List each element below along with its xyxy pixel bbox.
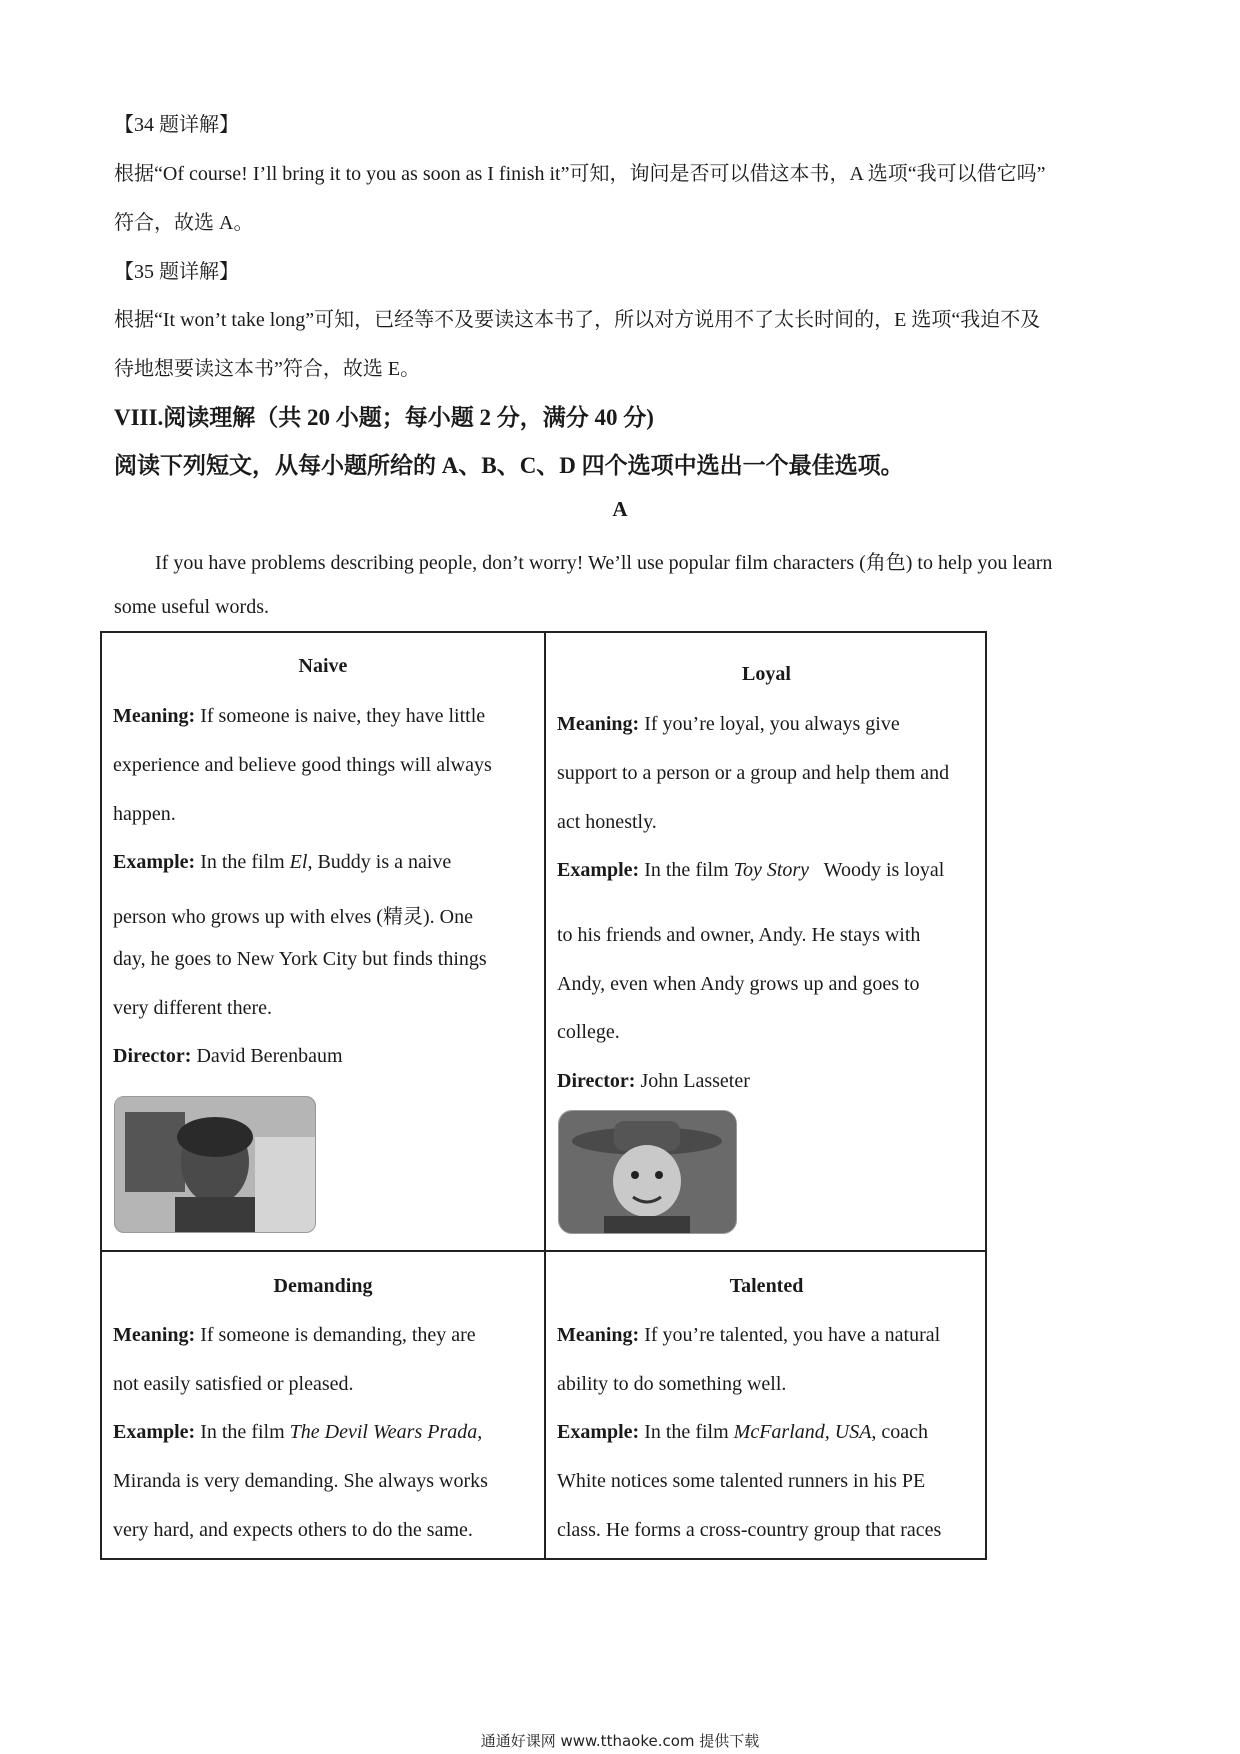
q35-explanation-line2: 待地想要读这本书”符合，故选 E。 [114, 358, 421, 380]
card-loyal-example-4: college. [557, 1021, 620, 1043]
card-talented-title: Talented [729, 1275, 804, 1297]
card-naive-title: Naive [298, 655, 348, 677]
section-title: VIII.阅读理解（共 20 小题；每小题 2 分，满分 40 分) [114, 405, 654, 430]
film-still-woody-image [559, 1111, 736, 1233]
example-label: Example: [557, 859, 640, 881]
card-demanding-meaning-2: not easily satisfied or pleased. [113, 1373, 354, 1395]
director-label: Director: [113, 1045, 192, 1067]
film-title: McFarland, USA [733, 1421, 872, 1443]
passage-letter: A [612, 497, 628, 521]
card-naive-example-4: very different there. [113, 997, 272, 1019]
example-text: In the film [639, 1421, 734, 1443]
director-name: John Lasseter [635, 1070, 750, 1092]
q34-explanation-line1: 根据“Of course! I’ll bring it to you as soon as I finish it”可知，询问是否可以借这本书，A 选项“我可以借它吗” [114, 163, 1046, 185]
film-still-el-photo [114, 1096, 316, 1233]
card-loyal-example-2: to his friends and owner, Andy. He stays with [557, 924, 921, 946]
card-demanding-example-3: very hard, and expects others to do the same. [113, 1519, 473, 1541]
card-demanding-example-1 [113, 1421, 482, 1444]
card-loyal-title: Loyal [742, 663, 791, 685]
card-demanding-example-2: Miranda is very demanding. She always works [113, 1470, 488, 1492]
example-text: In the film [195, 1421, 290, 1443]
vocabulary-table [100, 631, 987, 1560]
card-demanding-meaning-1 [113, 1324, 476, 1347]
passage-intro-line1: If you have problems describing people, don’t worry! We’ll use popular film characters (角色) to help you learn [155, 552, 1053, 574]
meaning-label: Meaning: [557, 1324, 640, 1346]
card-naive-director [113, 1045, 343, 1068]
card-naive-meaning-3: happen. [113, 803, 176, 825]
film-still-woody-photo [558, 1110, 737, 1234]
section-instruction: 阅读下列短文，从每小题所给的 A、B、C、D 四个选项中选出一个最佳选项。 [114, 453, 904, 478]
card-naive-meaning-1 [113, 705, 485, 728]
card-loyal-meaning-1 [557, 713, 900, 736]
passage-intro-line2: some useful words. [114, 596, 269, 618]
film-title: The Devil Wears Prada [289, 1421, 478, 1443]
meaning-label: Meaning: [557, 713, 640, 735]
q34-explanation-line2: 符合，故选 A。 [114, 212, 254, 234]
card-talented [546, 1252, 987, 1560]
example-text: , Buddy is a naive [307, 851, 452, 873]
meaning-label: Meaning: [113, 1324, 196, 1346]
director-name: David Berenbaum [191, 1045, 343, 1067]
film-title: El [289, 851, 308, 873]
card-naive-example-2: person who grows up with elves (精灵). One [113, 906, 473, 928]
card-loyal-meaning-2: support to a person or a group and help them and [557, 762, 950, 784]
q34-heading: 【34 题详解】 [114, 114, 239, 136]
card-naive [102, 633, 544, 1250]
example-text: In the film [639, 859, 734, 881]
example-label: Example: [557, 1421, 640, 1443]
card-naive-example-1 [113, 851, 451, 874]
meaning-text: If someone is naive, they have little [195, 705, 486, 727]
card-loyal-meaning-3: act honestly. [557, 811, 657, 833]
example-text: , [477, 1421, 483, 1443]
card-talented-example-1 [557, 1421, 928, 1444]
meaning-text: If you’re loyal, you always give [639, 713, 900, 735]
card-talented-example-2: White notices some talented runners in his PE [557, 1470, 926, 1492]
q35-explanation-line1: 根据“It won’t take long”可知，已经等不及要读这本书了，所以对方说用不了太长时间的，E 选项“我迫不及 [114, 309, 1041, 331]
card-talented-meaning-2: ability to do something well. [557, 1373, 787, 1395]
example-label: Example: [113, 1421, 196, 1443]
example-text: , coach [871, 1421, 929, 1443]
card-loyal-director [557, 1070, 750, 1093]
meaning-label: Meaning: [113, 705, 196, 727]
page-footer: 通通好课网 www.tthaoke.com 提供下载 [480, 1732, 760, 1750]
card-demanding-title: Demanding [273, 1275, 373, 1297]
example-text: In the film [195, 851, 290, 873]
q35-heading: 【35 题详解】 [114, 261, 239, 283]
card-naive-example-3: day, he goes to New York City but finds things [113, 948, 487, 970]
card-talented-example-3: class. He forms a cross-country group that races [557, 1519, 942, 1541]
card-talented-meaning-1 [557, 1324, 940, 1347]
director-label: Director: [557, 1070, 636, 1092]
meaning-text: If you’re talented, you have a natural [639, 1324, 941, 1346]
card-loyal-example-1 [557, 859, 944, 882]
example-label: Example: [113, 851, 196, 873]
film-title: Toy Story [733, 859, 810, 881]
card-loyal [546, 633, 987, 1250]
card-naive-meaning-2: experience and believe good things will always [113, 754, 492, 776]
card-demanding [102, 1252, 544, 1560]
example-text: Woody is loyal [809, 859, 945, 881]
film-still-el-image [115, 1097, 315, 1232]
card-loyal-example-3: Andy, even when Andy grows up and goes to [557, 973, 920, 995]
meaning-text: If someone is demanding, they are [195, 1324, 476, 1346]
